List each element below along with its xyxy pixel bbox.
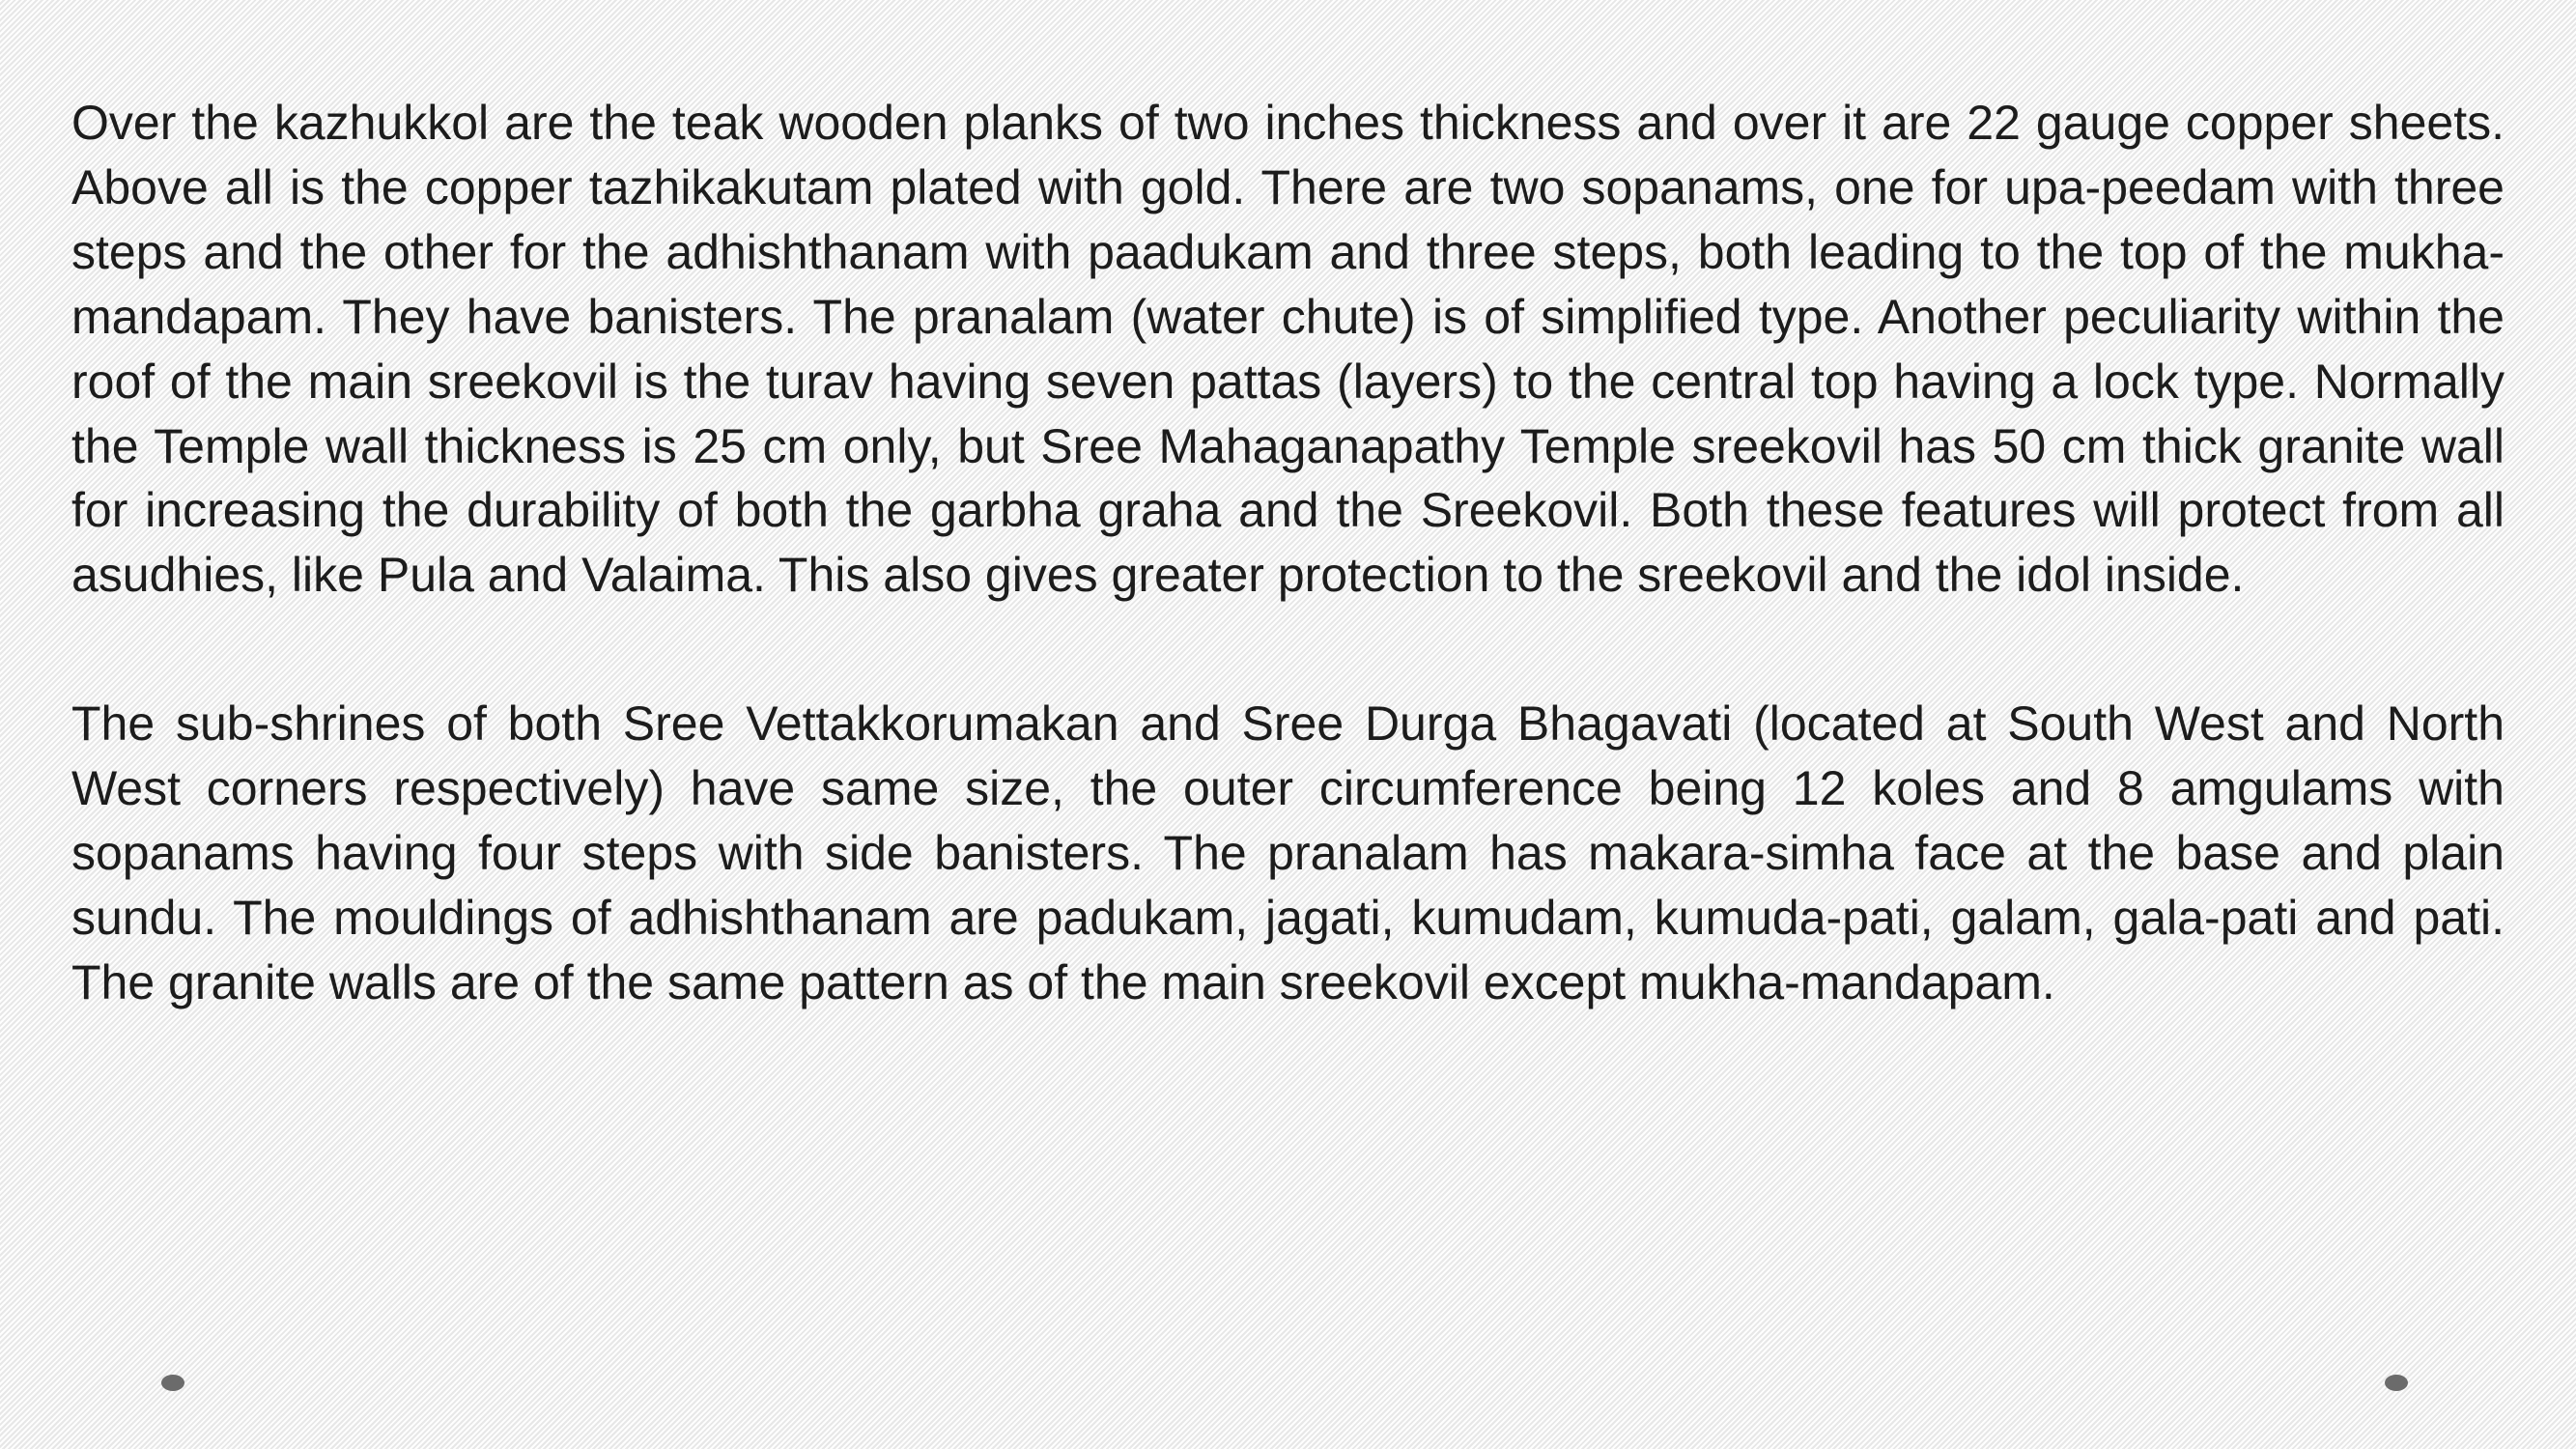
decorative-dot-right — [2385, 1375, 2408, 1391]
paragraph-sub-shrines: The sub-shrines of both Sree Vettakkorumakan and Sree Durga Bhagavati (located at South West and North West corners respectively) have same size, the outer circumference being 12 koles and 8 amgulams with sopanams having four steps with side banisters. The pranalam has makara-simha face at the base and plain sundu. The mouldings of adhishthanam are padukam, jagati, kumudam, kumuda-pati, galam, gala-pati and pati. The granite walls are of the same pattern as of the main sreekovil except mukha-mandapam. — [71, 696, 2505, 1009]
document-body — [71, 91, 2505, 1015]
decorative-dot-left — [161, 1375, 184, 1391]
paragraph-main-sreekovil: Over the kazhukkol are the teak wooden planks of two inches thickness and over it are 22 gauge copper sheets. Above all is the copper tazhikakutam plated with gold. There are two sopanams, one for upa-peedam with three steps and the other for the adhishthanam with paadukam and three steps, both leading to the top of the mukha-mandapam. They have banisters. The pranalam (water chute) is of simplified type. Another peculiarity within the roof of the main sreekovil is the turav having seven pattas (layers) to the central top having a lock type. Normally the Temple wall thickness is 25 cm only, but Sree Mahaganapathy Temple sreekovil has 50 cm thick granite wall for increasing the durability of both the garbha graha and the Sreekovil. Both these features will protect from all asudhies, like Pula and Valaima. This also gives greater protection to the sreekovil and the idol inside. — [71, 96, 2505, 603]
